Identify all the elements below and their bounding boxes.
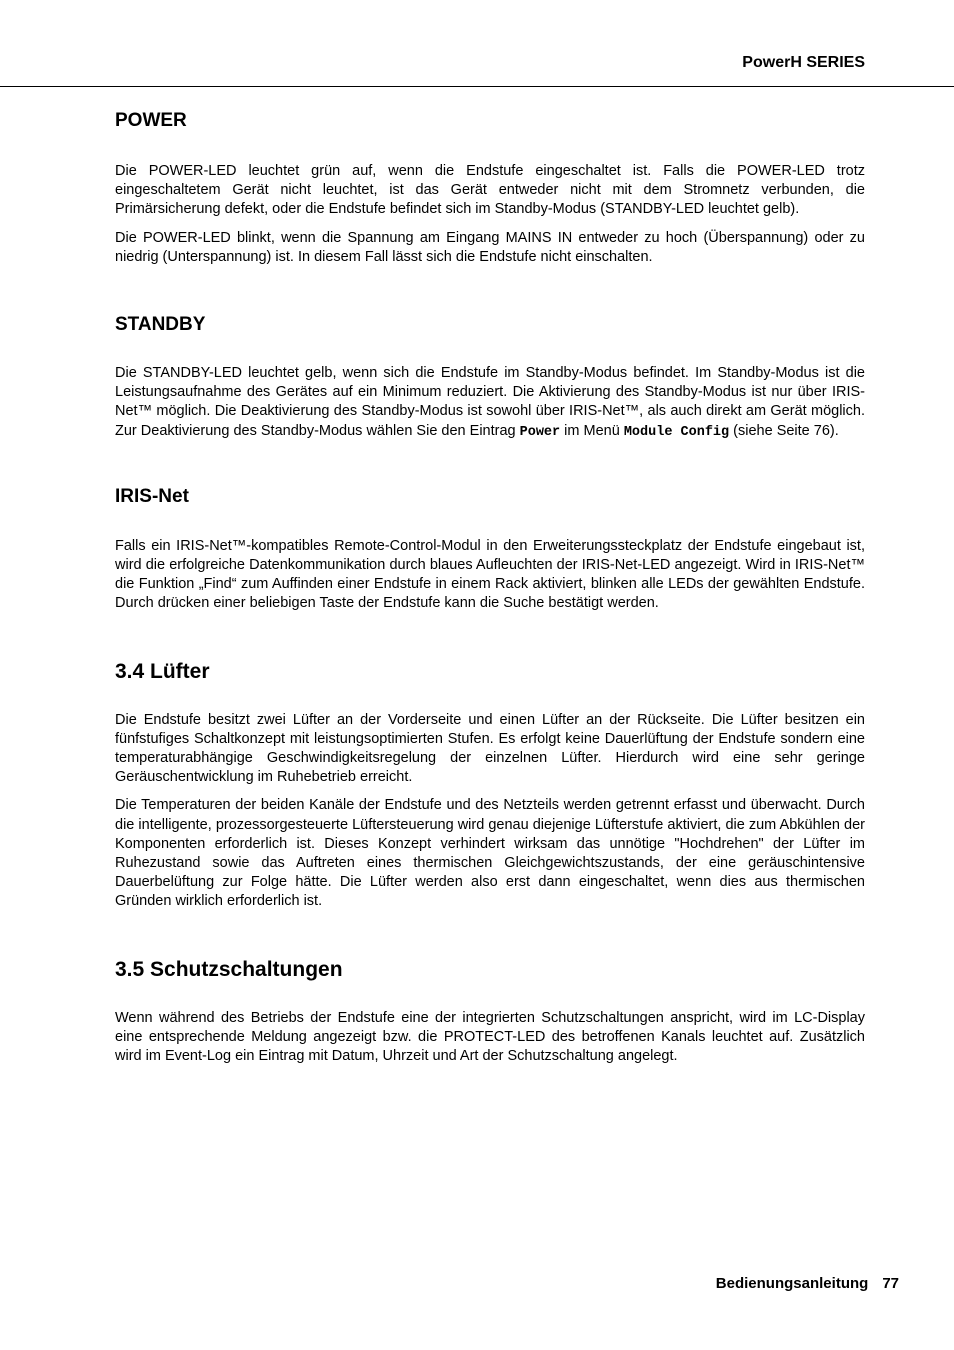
luefter-paragraph-2: Die Temperaturen der beiden Kanäle der Endstufe und des Netzteils werden getrennt erfasst und überwacht. Durch die intelligente, prozessorgesteuerte Lüftersteuerung wird genau diejenige Lüfterstufe aktiviert, die zum Abkühlen der Komponenten erforderlich ist. Dieses Konzept verhindert wirksam das unnötige "Hochdrehen" der Lüfter im Ruhezustand sowie das Auftreten eines thermischen Gleichgewichtszustands, der eine geräuschintensive Dauerbelüftung zur Folge hätte. Die Lüfter werden also erst dann eingeschaltet, wenn dies aus thermischen Gründen wirklich erforderlich ist. — [115, 797, 865, 910]
standby-text-start: Die STANDBY-LED leuchtet gelb, wenn sich die Endstufe im Standby-Modus befindet. Im Standby-Modus ist die Leistungsaufnahme des Gerätes auf ein Minimum reduziert. Die Aktivierung des Standby-Modus ist nur über IRIS-Net™ möglich. Die Deaktivierung des Standby-Modus ist sowohl über IRIS-Net™, als auch direkt am Gerät möglich. Zur Deaktivierung des Standby-Modus wählen Sie den Eintrag — [115, 365, 865, 439]
section-heading-irisnet: IRIS-Net — [115, 485, 189, 507]
header-divider — [0, 86, 954, 87]
luefter-paragraph-1: Die Endstufe besitzt zwei Lüfter an der Vorderseite und einen Lüfter an der Rückseite. Die Lüfter besitzen ein fünfstufiges Schaltkonzept mit leistungsoptimierten Stufen. Es erfolgt keine Dauerlüftung der Endstufe sondern eine temperaturabhängige Geschwindigkeitsregelung der einzelnen Lüfter. Hierdurch wird eine sehr geringe Geräuschentwicklung im Ruhebetrieb erreicht. — [115, 711, 865, 786]
standby-text-mid: im Menü — [560, 422, 624, 439]
page-content — [115, 109, 865, 1066]
standby-text-end: (siehe Seite 76). — [729, 422, 839, 439]
section-heading-luefter: 3.4 Lüfter — [115, 659, 210, 683]
section-heading-schutzschaltungen: 3.5 Schutzschaltungen — [115, 957, 343, 981]
footer-label: Bedienungsanleitung — [715, 1275, 869, 1292]
page-footer — [716, 1275, 899, 1293]
irisnet-paragraph: Falls ein IRIS-Net™-kompatibles Remote-Control-Modul in den Erweiterungssteckplatz der Endstufe eingebaut ist, wird die erfolgreiche Datenkommunikation durch blaues Aufleuchten der IRIS-Net-LED angezeigt. Wird in IRIS-Net™ die Funktion „Find“ zum Auffinden einer Endstufe in einem Rack aktiviert, blinken alle LEDs der gewählten Endstufe. Durch drücken einer beliebigen Taste der Endstufe kann die Suche bestätigt werden. — [115, 537, 865, 612]
series-title: PowerH SERIES — [742, 54, 865, 71]
power-paragraph-1: Die POWER-LED leuchtet grün auf, wenn die Endstufe eingeschaltet ist. Falls die POWER-LED trotz eingeschaltetem Gerät nicht leuchtet, ist das Gerät entweder nicht mit dem Stromnetz verbunden, die Primärsicherung defekt, oder die Endstufe befindet sich im Standby-Modus (STANDBY-LED leuchtet gelb). — [115, 163, 865, 218]
menu-entry-power: Power — [519, 424, 561, 440]
standby-paragraph — [115, 364, 865, 442]
schutz-paragraph: Wenn während des Betriebs der Endstufe eine der integrierten Schutzschaltungen anspricht, wird im LC-Display eine entsprechende Meldung angezeigt bzw. die PROTECT-LED des betroffenen Kanals leuchtet auf. Zusätzlich wird im Event-Log ein Eintrag mit Datum, Uhrzeit und Art der Schutzschaltung angelegt. — [115, 1009, 865, 1065]
power-paragraph-2: Die POWER-LED blinkt, wenn die Spannung am Eingang MAINS IN entweder zu hoch (Überspannung) oder zu niedrig (Unterspannung) ist. In diesem Fall lässt sich die Endstufe nicht einschalten. — [115, 229, 865, 265]
section-heading-standby: STANDBY — [115, 314, 206, 336]
section-heading-power: POWER — [115, 110, 187, 131]
page-number: 77 — [882, 1275, 899, 1292]
menu-module-config: Module Config — [623, 424, 730, 440]
